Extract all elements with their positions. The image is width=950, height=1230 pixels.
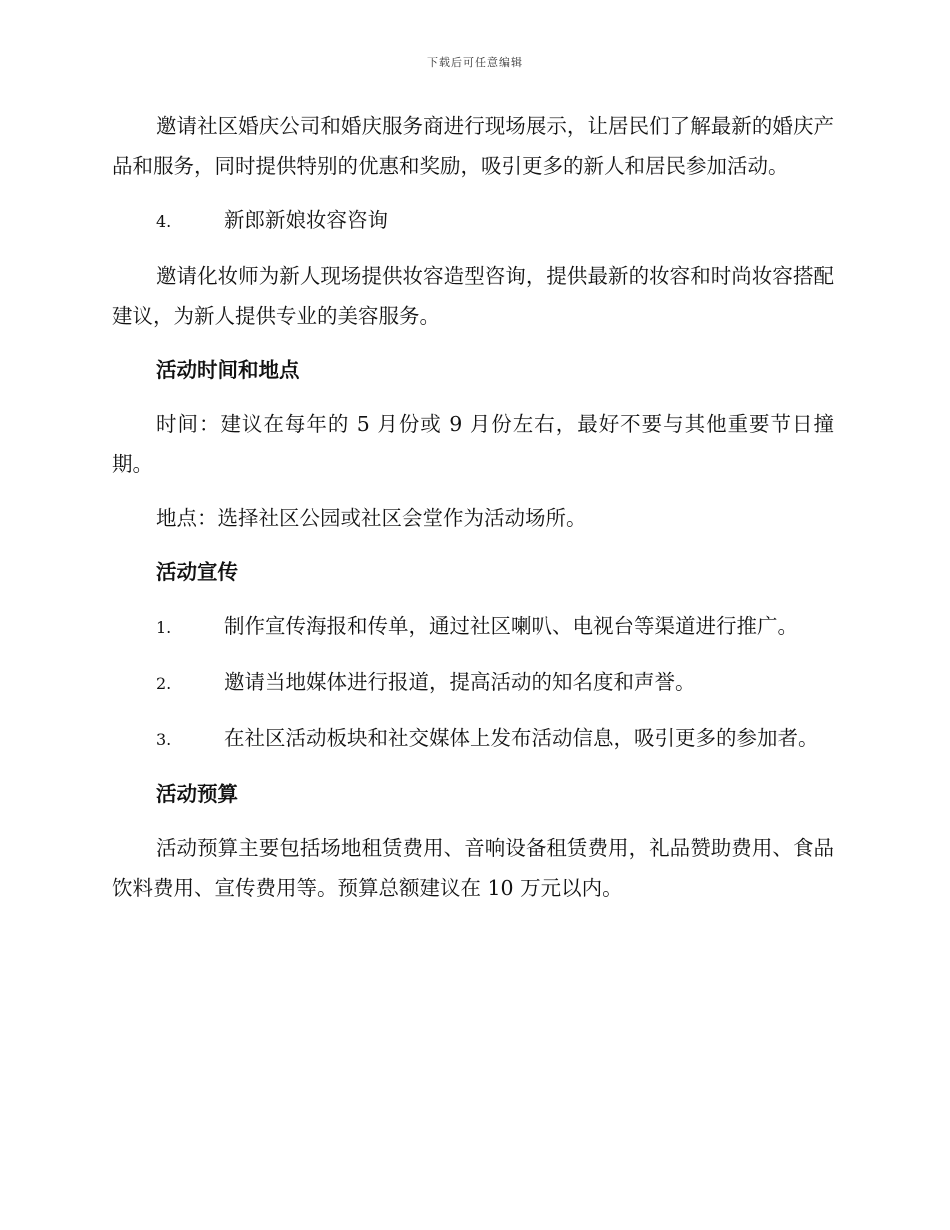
- header-note: 下载后可任意编辑: [427, 56, 523, 69]
- list-item-text: 新郎新娘妆容咨询: [224, 208, 388, 232]
- heading-budget: 活动预算: [156, 782, 238, 806]
- paragraph-makeup: 邀请化妆师为新人现场提供妆容造型咨询，提供最新的妆容和时尚妆容搭配建议，为新人提供专业的美容服务。: [112, 264, 834, 328]
- list-number: 1.: [156, 618, 172, 637]
- paragraph-place: 地点：选择社区公园或社区会堂作为活动场所。: [156, 506, 587, 530]
- list-item-makeup-consult: [112, 200, 834, 242]
- list-item-promo-2: [112, 662, 834, 704]
- document-body: [112, 106, 834, 922]
- paragraph-time: 时间：建议在每年的 5 月份或 9 月份左右，最好不要与其他重要节日撞期。: [112, 412, 834, 476]
- list-item-promo-1: [112, 606, 834, 648]
- heading-promotion: 活动宣传: [156, 560, 238, 584]
- list-number: 3.: [156, 730, 172, 749]
- list-number: 4.: [156, 212, 172, 231]
- list-item-promo-3: [112, 718, 834, 760]
- paragraph-budget: 活动预算主要包括场地租赁费用、音响设备租赁费用，礼品赞助费用、食品饮料费用、宣传费用等。预算总额建议在 10 万元以内。: [112, 836, 834, 900]
- list-number: 2.: [156, 674, 172, 693]
- list-item-text: 在社区活动板块和社交媒体上发布活动信息，吸引更多的参加者。: [224, 726, 819, 750]
- heading-time-place: 活动时间和地点: [156, 358, 300, 382]
- list-item-text: 制作宣传海报和传单，通过社区喇叭、电视台等渠道进行推广。: [224, 614, 798, 638]
- paragraph-wedding-showcase: 邀请社区婚庆公司和婚庆服务商进行现场展示，让居民们了解最新的婚庆产品和服务，同时提供特别的优惠和奖励，吸引更多的新人和居民参加活动。: [112, 114, 834, 178]
- list-item-text: 邀请当地媒体进行报道，提高活动的知名度和声誉。: [224, 670, 696, 694]
